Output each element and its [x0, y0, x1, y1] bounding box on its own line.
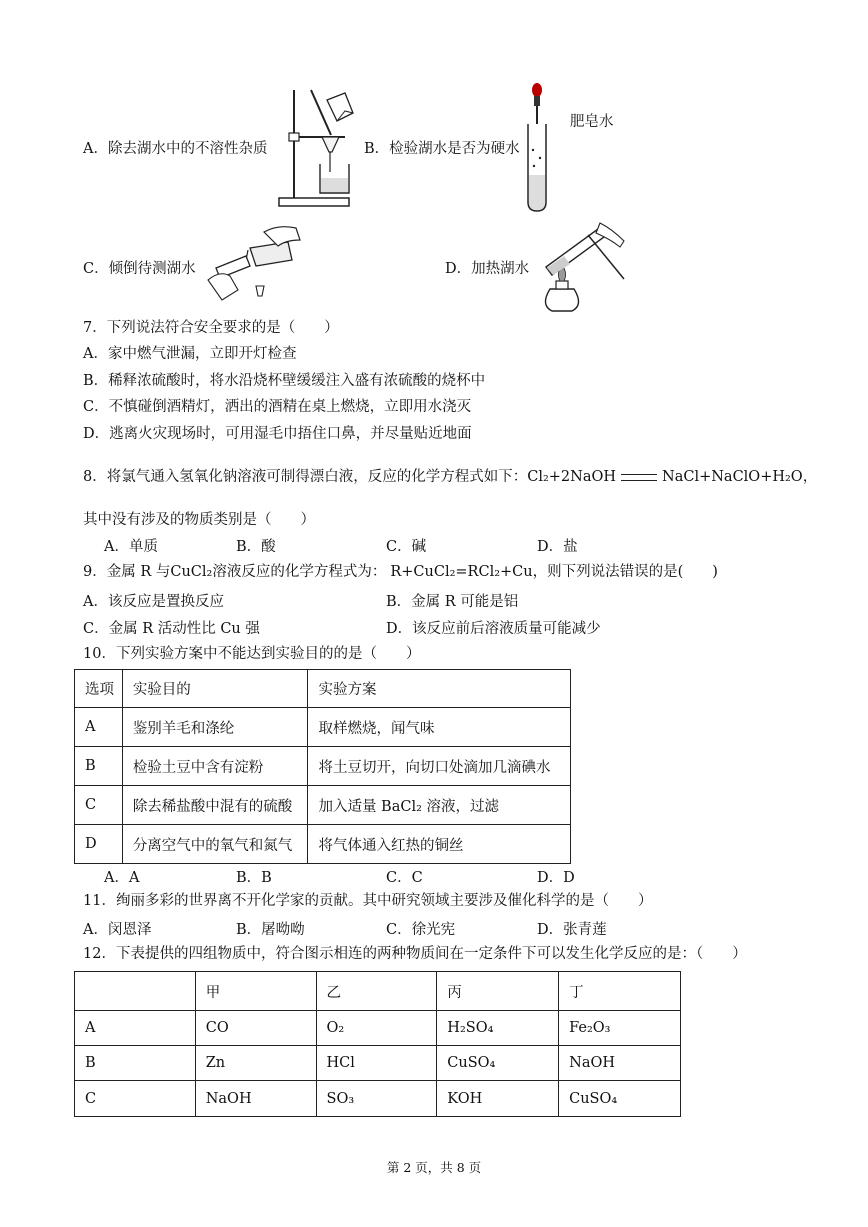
- q8-stem-text: 8．将氯气通入氢氧化钠溶液可制得漂白液，反应的化学方程式如下：: [83, 469, 528, 485]
- heating-water-illustration: [530, 215, 630, 315]
- table-header-cell: 甲: [195, 972, 316, 1011]
- q9-stem-pre: 9．金属 R 与: [83, 564, 171, 580]
- q9-option-b: B．金属 R 可能是铝: [386, 594, 519, 610]
- table-row: [75, 825, 571, 864]
- table-row: [75, 708, 571, 747]
- table-header-cell: [75, 972, 196, 1011]
- q8-stem: [83, 467, 817, 487]
- q9-option-a: A．该反应是置换反应: [83, 594, 224, 610]
- q11-option-a: A．闵恩泽: [83, 922, 152, 938]
- q9-stem-mid: 溶液反应的化学方程式为：: [212, 564, 387, 580]
- table-row: [75, 1046, 681, 1081]
- pouring-water-illustration: [200, 220, 310, 305]
- table-cell: KOH: [437, 1081, 559, 1117]
- q9-equation: R+CuCl₂=RCl₂+Cu: [390, 564, 533, 580]
- q7-option-a: A．家中燃气泄漏，立即开灯检查: [83, 346, 297, 362]
- table-cell: B: [75, 747, 123, 786]
- table-cell: H₂SO₄: [437, 1011, 559, 1046]
- table-cell: D: [75, 825, 123, 864]
- table-cell: Zn: [195, 1046, 316, 1081]
- soap-water-label: 肥皂水: [570, 114, 614, 130]
- table-header-row: [75, 670, 571, 708]
- q9-cucl2: CuCl₂: [170, 564, 213, 580]
- q11-option-b: B．屠呦呦: [236, 922, 305, 938]
- q10-option-a: A．A: [104, 870, 140, 886]
- q8-equation-right: NaCl+NaClO+H₂O，: [662, 469, 818, 485]
- table-header-cell: 选项: [75, 670, 123, 708]
- table-cell: C: [75, 786, 123, 825]
- q6-option-a: A．除去湖水中的不溶性杂质: [83, 141, 268, 157]
- q7-option-b: B．稀释浓硫酸时，将水沿烧杯壁缓缓注入盛有浓硫酸的烧杯中: [83, 373, 486, 389]
- table-row: [75, 747, 571, 786]
- q9-option-d: D．该反应前后溶液质量可能减少: [386, 621, 601, 637]
- table-cell: O₂: [316, 1011, 437, 1046]
- table-cell: HCl: [316, 1046, 437, 1081]
- q8-stem-2: 其中没有涉及的物质类别是（ ）: [83, 512, 315, 528]
- q8-option-b: B．酸: [236, 539, 276, 555]
- q10-table: [74, 669, 571, 864]
- q6-option-d: D．加热湖水: [445, 261, 530, 277]
- q7-stem: 7．下列说法符合安全要求的是（ ）: [83, 320, 339, 336]
- table-cell: C: [75, 1081, 196, 1117]
- table-cell: Fe₂O₃: [559, 1011, 681, 1046]
- table-row: [75, 786, 571, 825]
- q11-option-d: D．张青莲: [537, 922, 607, 938]
- table-cell: NaOH: [195, 1081, 316, 1117]
- table-header-cell: 丁: [559, 972, 681, 1011]
- equals-double-line: [621, 474, 657, 481]
- q12-table: [74, 971, 681, 1117]
- q7-option-d: D．逃离火灾现场时，可用湿毛巾捂住口鼻，并尽量贴近地面: [83, 426, 472, 442]
- q10-stem: 10．下列实验方案中不能达到实验目的的是（ ）: [83, 646, 421, 662]
- table-header-row: [75, 972, 681, 1011]
- q8-option-a: A．单质: [104, 539, 158, 555]
- table-cell: 除去稀盐酸中混有的硫酸: [122, 786, 308, 825]
- table-cell: 分离空气中的氧气和氮气: [122, 825, 308, 864]
- soap-water-test-tube-illustration: [520, 80, 560, 215]
- table-cell: CuSO₄: [437, 1046, 559, 1081]
- table-cell: 将土豆切开，向切口处滴加几滴碘水: [308, 747, 571, 786]
- table-cell: 加入适量 BaCl₂ 溶液，过滤: [308, 786, 571, 825]
- table-cell: NaOH: [559, 1046, 681, 1081]
- table-cell: CO: [195, 1011, 316, 1046]
- q12-stem: 12．下表提供的四组物质中，符合图示相连的两种物质间在一定条件下可以发生化学反应的是：（ ）: [83, 946, 747, 962]
- filtration-apparatus-illustration: [275, 85, 365, 210]
- q11-stem: 11．绚丽多彩的世界离不开化学家的贡献。其中研究领域主要涉及催化科学的是（ ）: [83, 893, 653, 909]
- table-header-cell: 实验目的: [122, 670, 308, 708]
- table-cell: 将气体通入红热的铜丝: [308, 825, 571, 864]
- q8-equation-left: Cl₂+2NaOH: [527, 469, 617, 485]
- q7-option-c: C．不慎碰倒酒精灯，洒出的酒精在桌上燃烧，立即用水浇灭: [83, 399, 472, 415]
- q9-stem: [83, 562, 718, 582]
- table-header-cell: 丙: [437, 972, 559, 1011]
- q11-option-c: C．徐光宪: [386, 922, 456, 938]
- table-cell: A: [75, 708, 123, 747]
- table-cell: 鉴别羊毛和涤纶: [122, 708, 308, 747]
- table-cell: 检验土豆中含有淀粉: [122, 747, 308, 786]
- q9-stem-post: ，则下列说法错误的是( ): [532, 564, 718, 580]
- page-footer: 第 2 页，共 8 页: [386, 1160, 482, 1175]
- table-row: [75, 1011, 681, 1046]
- q8-option-c: C．碱: [386, 539, 427, 555]
- table-row: [75, 1081, 681, 1117]
- table-cell: 取样燃烧，闻气味: [308, 708, 571, 747]
- table-cell: B: [75, 1046, 196, 1081]
- table-header-cell: 实验方案: [308, 670, 571, 708]
- q10-option-b: B．B: [236, 870, 272, 886]
- table-cell: A: [75, 1011, 196, 1046]
- q10-option-c: C．C: [386, 870, 423, 886]
- table-cell: CuSO₄: [559, 1081, 681, 1117]
- q8-option-d: D．盐: [537, 539, 578, 555]
- table-cell: SO₃: [316, 1081, 437, 1117]
- q10-option-d: D．D: [537, 870, 575, 886]
- q6-option-c: C．倾倒待测湖水: [83, 261, 196, 277]
- q6-option-b: B．检验湖水是否为硬水: [364, 141, 520, 157]
- table-header-cell: 乙: [316, 972, 437, 1011]
- q9-option-c: C．金属 R 活动性比 Cu 强: [83, 621, 260, 637]
